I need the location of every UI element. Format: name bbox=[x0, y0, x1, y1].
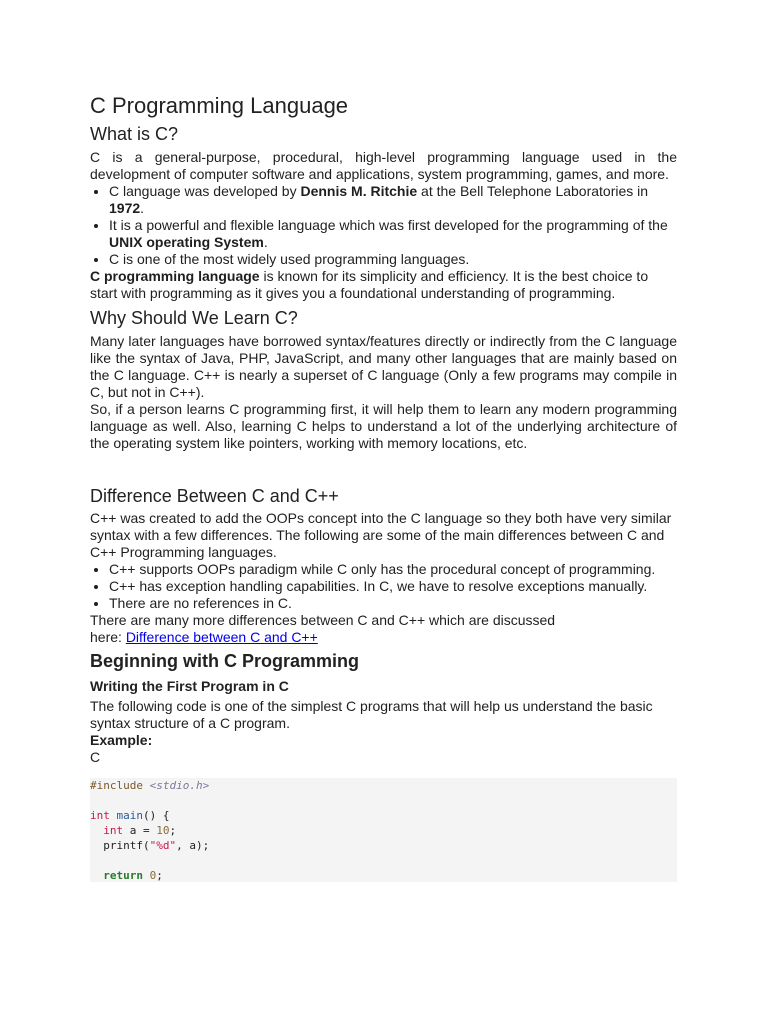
list-item: • It is a powerful and flexible language which was first developed for the programming of the UNIX operating System. bbox=[109, 217, 677, 251]
subheading-first-program: Writing the First Program in C bbox=[90, 678, 289, 694]
page-title: C Programming Language bbox=[90, 93, 349, 118]
what-is-c-list bbox=[90, 183, 677, 268]
beginning-intro: The following code is one of the simplest C programs that will help us understand the basic syntax structure of a C program. bbox=[90, 698, 653, 731]
list-item: • There are no references in C. bbox=[109, 595, 677, 612]
why-learn-p1: Many later languages have borrowed syntax/features directly or indirectly from the C language like the syntax of Java, PHP, JavaScript, and many other languages that are mainly based on the C language. C++ is nearly a superset of C language (Only a few programs may compile in C, but not in C++). bbox=[90, 333, 677, 400]
why-learn-p2: So, if a person learns C programming first, it will help them to learn any modern programming language as well. Also, learning C helps to understand a lot of the underlying architecture of the operating system like pointers, working with memory locations, etc. bbox=[90, 401, 677, 451]
list-item: • C++ has exception handling capabilities. In C, we have to resolve exceptions manually. bbox=[109, 578, 677, 595]
language-label: C bbox=[90, 749, 101, 765]
code-text: #include <stdio.h> int main() { int a = 10; printf("%d", a); return 0; bbox=[90, 779, 210, 882]
heading-why-learn-c: Why Should We Learn C? bbox=[90, 308, 298, 328]
heading-beginning: Beginning with C Programming bbox=[90, 651, 359, 671]
article-content bbox=[90, 92, 677, 882]
example-label: Example: bbox=[90, 732, 153, 748]
what-is-c-summary: C programming language is known for its simplicity and efficiency. It is the best choice to start with programming as it gives you a foundational understanding of programming. bbox=[90, 268, 649, 301]
difference-more: There are many more differences between C and C++ which are discussed here: Difference between C and C++ bbox=[90, 612, 556, 645]
list-item: • C++ supports OOPs paradigm while C only has the procedural concept of programming. bbox=[109, 561, 677, 578]
list-item: • C is one of the most widely used programming languages. bbox=[109, 251, 677, 268]
difference-intro: C++ was created to add the OOPs concept into the C language so they both have very similar syntax with a few differences. The following are some of the main differences between C and C++ Programming languages. bbox=[90, 510, 672, 560]
difference-list bbox=[90, 561, 677, 612]
heading-what-is-c: What is C? bbox=[90, 124, 179, 144]
what-is-c-intro: C is a general-purpose, procedural, high-level programming language used in the development of computer software and applications, system programming, games, and more. bbox=[90, 149, 677, 182]
difference-link[interactable]: Difference between C and C++ bbox=[125, 629, 318, 645]
list-item: • C language was developed by Dennis M. Ritchie at the Bell Telephone Laboratories in 1972. bbox=[109, 183, 677, 217]
heading-difference: Difference Between C and C++ bbox=[90, 486, 339, 506]
code-block bbox=[90, 778, 677, 882]
